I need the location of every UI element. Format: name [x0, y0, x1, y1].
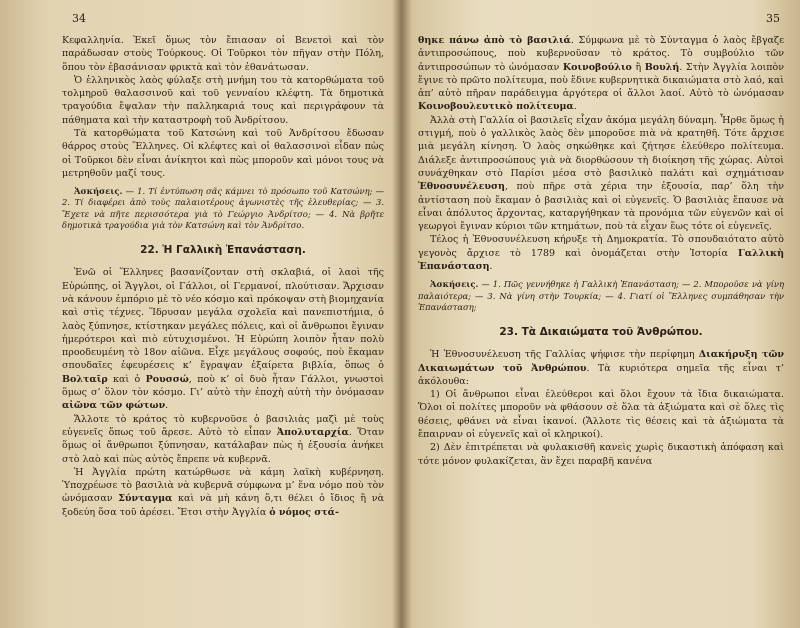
- paragraph: [62, 413, 384, 466]
- text-run: , ποὺ κ’ οἱ δυὸ ἦταν Γάλλοι, γνωστοὶ ὅμως σ’ ὅλον τὸν κόσμο. Γι’ αὐτὸ τὴν ἐποχὴ αὐτὴ τὴν ὀνόμασαν: [62, 373, 384, 399]
- text-run: .: [573, 101, 577, 113]
- bold-term: αἰῶνα τῶν φώτων: [62, 400, 166, 412]
- right-page: [402, 0, 800, 628]
- page-number: 35: [766, 12, 780, 25]
- bold-term: Κοινοβούλιο: [562, 61, 632, 73]
- text-run: , ποὺ πῆρε στὰ χέρια την ἐξουσία, παρ’ ὅλη τὴν ἀντίσταση ποὺ ἔκαμαν ὁ βασιλιὰς καὶ οἱ εὐγενεῖς. Ὁ βασιλιὰς ἔπαυσε νὰ εἶναι ἀπόλυτος ἄρχοντας, καταργήθηκαν τὰ προνόμια τῶν εὐγενῶν καὶ οἱ γεωργοὶ ἔγιναν κύριοι τῶν κτημάτων, ποὺ τὰ εἶχαν ἕως τότε οἱ εὐγενεῖς.: [418, 181, 784, 233]
- text-run: καὶ νὰ μὴ κάνη ὅ,τι θέλει ὁ ἴδιος ἢ νὰ ξοδεύη ὅσα τοῦ ἀρέσει. Ἔτσι στὴν Ἀγγλία: [62, 493, 384, 518]
- bold-term: ὁ νόμος στά-: [269, 506, 339, 518]
- bold-term: Γαλλικὴ Ἐπανάσταση: [418, 247, 784, 273]
- text-run: ἢ: [631, 61, 645, 73]
- paragraph: [418, 348, 784, 388]
- paragraph: [418, 233, 784, 273]
- section-heading: 23. Τὰ Δικαιώματα τοῦ Ἀνθρώπου.: [499, 325, 703, 338]
- exercises-text: — 1. Τί ἐντύπωση σᾶς κάμνει τὸ πρόσωπο τοῦ Κατσώνη; — 2. Τί διαφέρει ἀπὸ τοὺς παλαιοτέρους ἀγωνιστὲς τῆς ἐλευθερίας; — 3. Ἔχετε νὰ πῆτε περισσότερα γιὰ τὸ Γεώργιο Ἀνδρίτσο; — 4. Νὰ βρῆτε δημοτικὰ τραγούδια γιὰ τὸν Κατσώνη καὶ τὸν Ἀνδρίτσο.: [62, 186, 384, 230]
- text-run: . Στὴν Ἀγγλία λοιπὸν ἔγινε τὸ πρῶτο πολίτευμα, ποὺ ἔδινε κυβερνητικὰ δικαιώματα στὸ λαό, καὶ ἀπ’ αὐτὸ πῆραν παράδειγμα ἀργότερα οἱ ἄλλοι λαοί. Αὐτὸ τὸ ὠνόμασαν: [418, 61, 784, 100]
- bold-term: Βουλή: [644, 61, 680, 73]
- text-run: Ἀλλὰ στὴ Γαλλία οἱ βασιλεῖς εἶχαν ἀκόμα μεγάλη δύναμη. Ἦρθε ὅμως ἡ στιγμή, ποὺ ὁ γαλλικὸς λαὸς δὲν μποροῦσε πιὰ νὰ κρατηθῆ. Τότε ἄρχισε μιὰ μεγάλη κίνηση. Ὁ λαὸς σηκώθηκε καὶ ζήτησε ἐλεύθερο πολίτευμα. Διάλεξε ἀντιπροσώπους γιὰ νὰ διορθώσουν τὴ διοίκηση τῆς χώρας. Αὐτοὶ συνάχθηκαν στὸ Παρίσι μέσα στὸ βασιλικὸ παλάτι καὶ σχημάτισαν: [418, 114, 784, 179]
- exercises: [418, 279, 784, 313]
- exercises-text: — 1. Πῶς γεννήθηκε ἡ Γαλλικὴ Ἐπανάσταση; — 2. Μποροῦσε νὰ γίνη παλαιότερα; — 3. Νὰ γίνη στὴν Τουρκία; — 4. Γιατί οἱ Ἕλληνες συμπάθησαν τὴν Ἐπανάσταση;: [418, 279, 784, 312]
- text-run: καὶ ὁ: [107, 373, 146, 385]
- paragraph: [62, 266, 384, 412]
- paragraph: 1) Οἱ ἄνθρωποι εἶναι ἐλεύθεροι καὶ ὅλοι ἔχουν τὰ ἴδια δικαιώματα. Ὅλοι οἱ πολίτες μποροῦν νὰ φθάσουν σὲ ὅλα τὰ ἀξιώματα καὶ σὲ ὅλες τὶς θέσεις, φθάνει νὰ εἶναι ἱκανοί. (Ἄλλοτε τὶς θέσεις καὶ τὰ ἀξιώματα τὰ ἔπαιρναν οἱ εὐγενεῖς καὶ οἱ κληρικοί).: [418, 389, 784, 441]
- text-run: Τέλος ἡ Ἐθνοσυνέλευση κήρυξε τὴ Δημοκρατία. Τὸ σπουδαιότατο αὐτὸ γεγονὸς ἄρχισε τὸ 1789 καὶ ὀνομάζεται στὴν Ἱστορία: [418, 234, 784, 259]
- right-text-column: [418, 34, 784, 468]
- text-run: .: [489, 261, 493, 273]
- exercises-label: Ἀσκήσεις.: [74, 186, 123, 197]
- bold-term: Βολταῖρ: [62, 373, 108, 385]
- bold-term: Σύνταγμα: [118, 493, 173, 505]
- text-run: Ἡ Ἐθνοσυνέλευση τῆς Γαλλίας ψήφισε τὴν περίφημη: [430, 349, 695, 361]
- text-run: . Σύμφωνα μὲ τὸ Σύνταγμα ὁ λαὸς ἔβγαζε ἀντιπροσώπους, ποὺ κυβερνοῦσαν τὸ κράτος. Τὸ συμβούλιο τῶν ἀντιπροσώπων τὸ ὠνόμασαν: [418, 35, 784, 73]
- text-run: Ἡ Ἀγγλία πρώτη κατώρθωσε νὰ κάμη λαϊκὴ κυβέρνηση. Ὑποχρέωσε τὸ βασιλιὰ νὰ κυβερνᾶ σύμφωνα μ’ ἕνα νόμο ποὺ τὸν ὠνόμασαν: [62, 466, 384, 505]
- bold-term: Ἐθνοσυνέλευση: [418, 181, 505, 193]
- text-run: .: [165, 400, 169, 412]
- exercises: [62, 186, 384, 231]
- text-run: . Ὅταν ὅμως οἱ ἄνθρωποι ξύπνησαν, κατάλαβαν πὼς ἡ ἐξουσία ἀνήκει στὸ λαὸ καὶ πὼς αὐτὸς ἔπρεπε νὰ κυβερνᾶ.: [62, 426, 384, 465]
- paragraph: Κεφαλληνία. Ἐκεῖ ὅμως τὸν ἔπιασαν οἱ Βενετοὶ καὶ τὸν παράδωσαν στοὺς Τούρκους. Οἱ Τοῦρκοι τὸν πῆγαν στὴν Πόλη, ὅπου τὸν ἐβασάνισαν φρικτὰ καὶ τὸν ἐθανάτωσαν.: [62, 35, 384, 73]
- text-run: . Τὰ κυριότερα σημεῖα τῆς εἶναι τ’ ἀκόλουθα:: [418, 362, 785, 387]
- text-run: Ἄλλοτε τὸ κράτος τὸ κυβερνοῦσε ὁ βασιλιὰς μαζὶ μὲ τοὺς εὐγενεῖς ὅπως τοῦ ἄρεσε. Αὐτὸ τὸ εἶπαν: [62, 413, 384, 438]
- bold-term: Κοινοβουλευτικὸ πολίτευμα: [418, 101, 574, 113]
- bold-term: Διακήρυξη τῶν Δικαιωμάτων τοῦ Ἀνθρώπου: [418, 349, 784, 374]
- bold-term: Ρουσσώ: [145, 373, 189, 385]
- left-text-column: [62, 34, 384, 519]
- paragraph: [62, 466, 384, 519]
- page-number: 34: [72, 12, 86, 25]
- paragraph: [418, 114, 784, 234]
- paragraph: 2) Δὲν ἐπιτρέπεται νὰ φυλακισθῆ κανεὶς χωρὶς δικαστικὴ ἀπόφαση καὶ τότε μόνον φυλακίζεται, ἂν ἔχει παραβῆ κανένα: [418, 442, 784, 467]
- paragraph: Τὰ κατορθώματα τοῦ Κατσώνη καὶ τοῦ Ἀνδρίτσου ἔδωσαν θάρρος στοὺς Ἕλληνες. Οἱ κλέφτες καὶ οἱ θαλασσινοὶ εἶδαν πὼς οἱ Τοῦρκοι δὲν εἶναι ἀνίκητοι καὶ πὼς μποροῦν καὶ μόνοι τους νὰ μετρηθοῦν μαζί τους.: [62, 128, 384, 179]
- paragraph: [418, 34, 784, 114]
- bold-term: θηκε πάνω ἀπὸ τὸ βασιλιά: [418, 35, 571, 46]
- section-heading: 22. Ἡ Γαλλικὴ Ἐπανάσταση.: [140, 244, 306, 257]
- exercises-label: Ἀσκήσεις.: [430, 279, 479, 290]
- text-run: Ἐνῶ οἱ Ἕλληνες βασανίζονταν στὴ σκλαβιά, οἱ λαοὶ τῆς Εὐρώπης, οἱ Ἄγγλοι, οἱ Γάλλοι, οἱ Γερμανοί, πλούτισαν. Ἄρχισαν νὰ κάνουν ἐμπόριο μὲ τὸ νέο κόσμο καὶ πρόκοψαν στὴ βιομηχανία καὶ στὶς τέχνες. Ἵδρυσαν μεγάλα σχολεῖα καὶ πανεπιστήμια, ὁ λαὸς ξύπνησε, κτίστηκαν μεγάλες πόλεις, καὶ οἱ ἄνθρωποι ἔγιναν ἡμερότεροι καὶ πιὸ εὐτυχισμένοι. Ἡ Εὐρώπη λοιπὸν ἦταν πολὺ προοδευμένη τὸ 18ον αἰῶνα. Εἶχε μεγάλους σοφούς, ποὺ ἔκαμαν σπουδαῖες ἐφευρέσεις κ’ ἔγραψαν ἐξαίρετα βιβλία, ὅπως ὁ: [62, 267, 384, 372]
- bold-term: Ἀπολυταρχία: [276, 426, 349, 438]
- paragraph: Ὁ ἑλληνικὸς λαὸς φύλαξε στὴ μνήμη του τὰ κατορθώματα τοῦ τολμηροῦ θαλασσινοῦ καὶ τοῦ γενναίου κλέφτη. Τὰ δημοτικὰ τραγούδια ἔψαλαν τὴν παλληκαριά τους καὶ περιγράφουν τὰ πάθηματα καὶ τὴν καταστροφὴ τοῦ Ἀνδρίτσου.: [62, 74, 384, 126]
